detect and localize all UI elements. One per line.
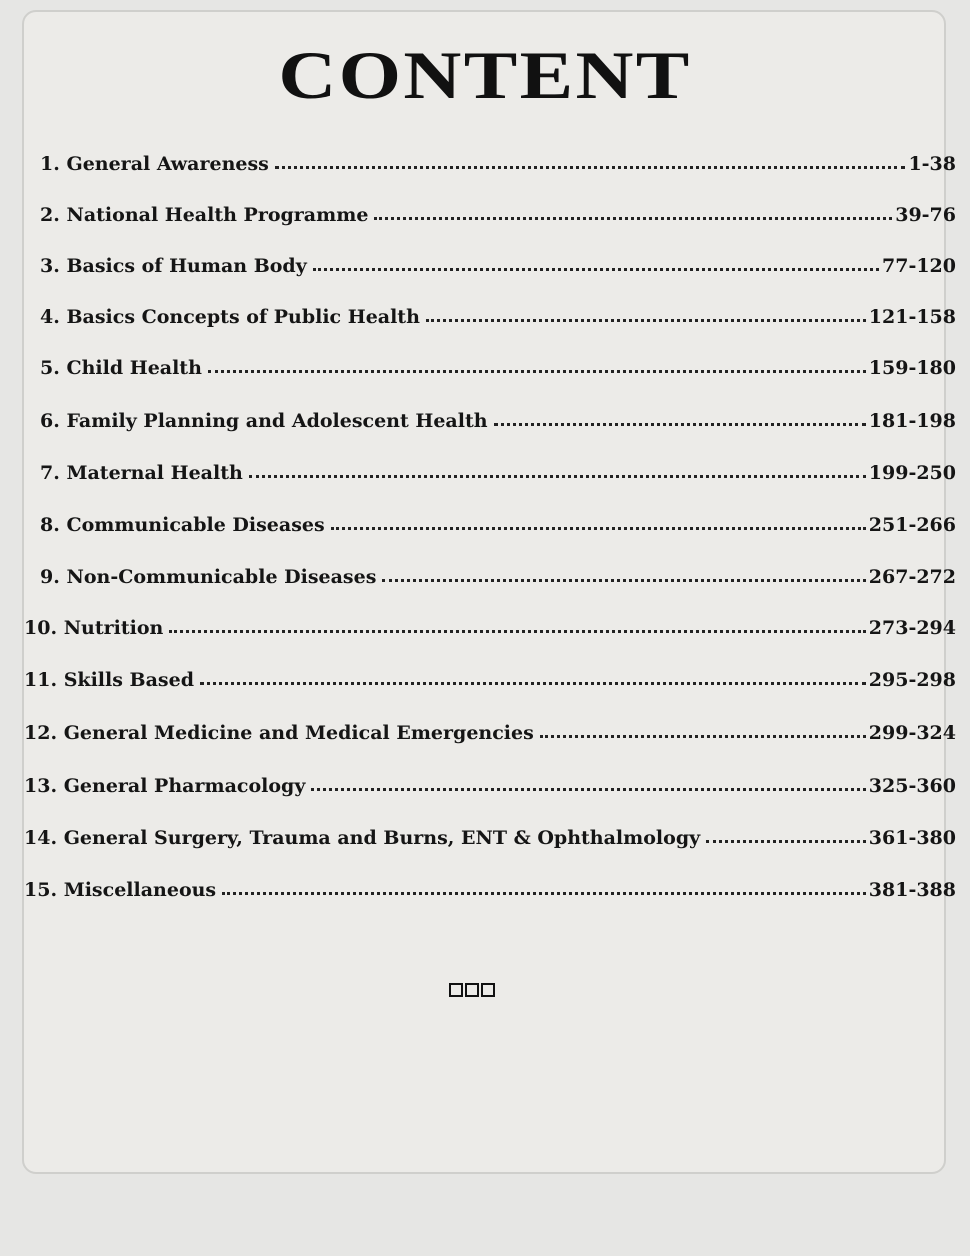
page-frame [22,10,946,1174]
leader-dots [208,370,866,373]
entry-pages: 273-294 [868,617,956,639]
entry-number: 11. [24,669,58,691]
entry-title: Family Planning and Adolescent Health [66,410,488,432]
toc-entry-1[interactable] [40,145,956,175]
leader-dots [249,475,866,478]
entry-title: Maternal Health [66,462,243,484]
toc-entry-7[interactable] [40,454,956,484]
leader-dots [169,630,865,633]
entry-number: 13. [24,775,58,797]
toc-entry-9[interactable] [40,558,956,588]
leader-dots [311,788,865,791]
leader-dots [382,579,865,582]
entry-number: 7. [40,462,60,484]
leader-dots [426,319,866,322]
entry-pages: 181-198 [868,410,956,432]
entry-number: 14. [24,827,58,849]
entry-title: Basics of Human Body [66,255,307,277]
toc-entry-2[interactable] [40,196,956,226]
entry-number: 3. [40,255,60,277]
entry-number: 2. [40,204,60,226]
leader-dots [331,527,866,530]
toc-entry-3[interactable] [40,247,956,277]
entry-number: 8. [40,514,60,536]
entry-number: 15. [24,879,58,901]
entry-number: 9. [40,566,60,588]
entry-title: Miscellaneous [63,879,217,901]
entry-pages: 299-324 [868,722,956,744]
toc-entry-10[interactable] [24,609,956,639]
leader-dots [706,840,866,843]
square-icon [449,983,463,997]
entry-pages: 325-360 [868,775,956,797]
entry-number: 12. [24,722,58,744]
entry-pages: 159-180 [868,357,956,379]
toc-entry-8[interactable] [40,506,956,536]
entry-title: Non-Communicable Diseases [66,566,377,588]
toc-entry-6[interactable] [40,402,956,432]
entry-pages: 381-388 [868,879,956,901]
entry-pages: 295-298 [868,669,956,691]
entry-title: Skills Based [63,669,194,691]
entry-pages: 121-158 [868,306,956,328]
entry-pages: 267-272 [868,566,956,588]
entry-title: General Awareness [66,153,269,175]
entry-title: General Medicine and Medical Emergencies [63,722,534,744]
leader-dots [275,166,906,169]
entry-title: Basics Concepts of Public Health [66,306,420,328]
entry-pages: 39-76 [895,204,956,226]
entry-pages: 251-266 [868,514,956,536]
leader-dots [200,682,866,685]
toc-entry-5[interactable] [40,349,956,379]
entry-number: 1. [40,153,60,175]
entry-number: 5. [40,357,60,379]
entry-title: Communicable Diseases [66,514,325,536]
entry-title: Nutrition [63,617,164,639]
toc-entry-14[interactable] [24,819,956,849]
square-icon [465,983,479,997]
toc-entry-15[interactable] [24,871,956,901]
entry-title: Child Health [66,357,202,379]
leader-dots [494,423,866,426]
entry-title: General Pharmacology [63,775,306,797]
entry-pages: 77-120 [882,255,956,277]
toc-entry-11[interactable] [24,661,956,691]
leader-dots [540,735,866,738]
entry-number: 10. [24,617,58,639]
square-icon [481,983,495,997]
entry-number: 4. [40,306,60,328]
leader-dots [374,217,892,220]
end-ornament-icon [449,983,495,997]
entry-pages: 199-250 [868,462,956,484]
entry-pages: 361-380 [868,827,956,849]
leader-dots [313,268,879,271]
toc-entry-13[interactable] [24,767,956,797]
entry-title: National Health Programme [66,204,369,226]
entry-title: General Surgery, Trauma and Burns, ENT & Ophthalmology [63,827,701,849]
leader-dots [222,892,866,895]
page-title: CONTENT [278,37,692,113]
entry-number: 6. [40,410,60,432]
entry-pages: 1-38 [908,153,956,175]
toc-entry-12[interactable] [24,714,956,744]
toc-entry-4[interactable] [40,298,956,328]
